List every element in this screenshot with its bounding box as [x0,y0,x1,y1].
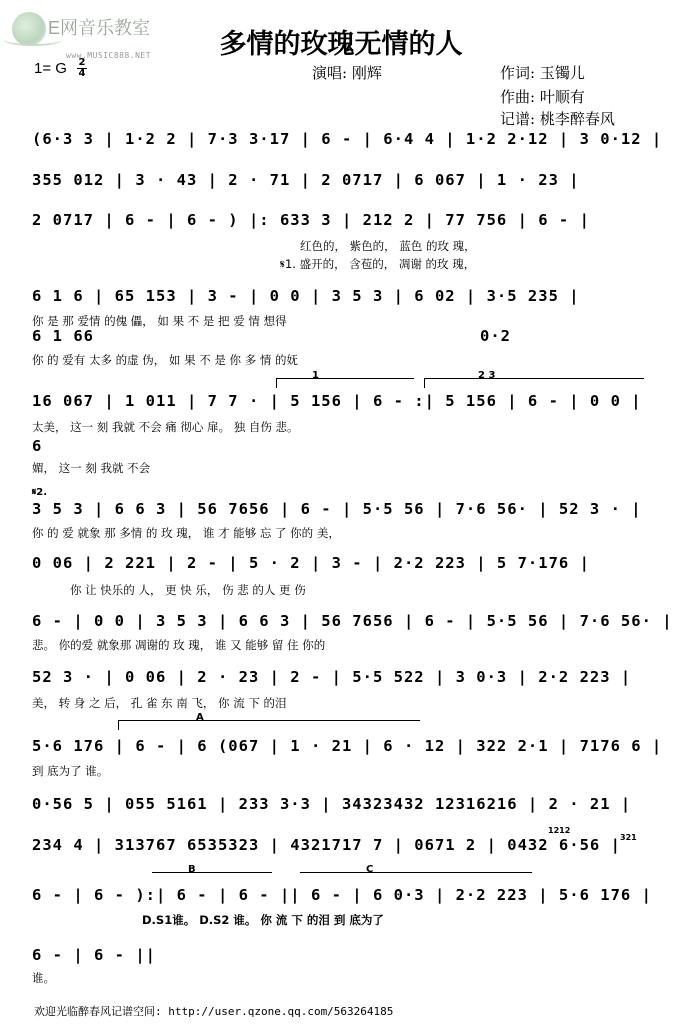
lyric-row-6: 你 的 爱 就象 那 多情 的 玫 瑰， 谁 才 能够 忘 了 你的 美， [32,526,340,540]
section-c-label: C [366,864,374,875]
score-row-4: 6 1 6 | 65 153 | 3 - | 0 0 | 3 5 3 | 6 02 | 3·5 235 | [32,287,580,305]
volta-1-label: 1 [312,370,319,381]
key-signature: 1= G [34,60,67,77]
score-row-6: 3 5 3 | 6 6 3 | 56 7656 | 6 - | 5·5 56 | 7·6 56· | 52 3 · | [32,500,642,518]
section-b-label: B [188,864,196,875]
volta-1-edge [276,378,277,388]
section-b-line [152,872,272,873]
lyric-row-7: 你 让 快乐的 人， 更 快 乐， 伤 悲 的人 更 伤 [70,583,306,597]
score-row-3: 2 0717 | 6 - | 6 - ) |: 633 3 | 212 2 | 77 756 | 6 - | [32,211,590,229]
transcriber-credit: 记谱: 桃李醉春风 [500,110,615,128]
logo-text: E网音乐教室 [48,18,151,38]
grace-notes-2: 321 [620,833,637,842]
logo-url: www.MUSIC888.NET [66,51,152,60]
score-row-8: 6 - | 0 0 | 3 5 3 | 6 6 3 | 56 7656 | 6 - | 5·5 56 | 7·6 56· | [32,612,673,630]
composer-credit: 作曲: 叶顺有 [500,88,585,106]
lyric-row-14: 谁。 [32,971,55,985]
score-row-13: 6 - | 6 - ):| 6 - | 6 - || 6 - | 6 0·3 | 2·2 223 | 5·6 176 | [32,886,652,904]
score-row-5: 16 067 | 1 011 | 7 7 · | 5 156 | 6 - :| 5 156 | 6 - | 0 0 | [32,392,642,410]
score-row-4c: 0·2 [480,327,511,345]
volta-2-line [424,378,644,379]
score-row-10: 5·6 176 | 6 - | 6 (067 | 1 · 21 | 6 · 12 | 322 2·1 | 7176 6 | [32,737,663,755]
score-row-1: (6·3 3 | 1·2 2 | 7·3 3·17 | 6 - | 6·4 4 | 1·2 2·12 | 3 0·12 | [32,130,663,148]
lyric-row-3b: 𝄋1. 盛开的， 含苞的， 凋谢 的玫 瑰， [280,257,476,271]
grace-notes-1: 1212 [548,826,571,835]
score-row-7: 0 06 | 2 221 | 2 - | 5 · 2 | 3 - | 2·2 223 | 5 7·176 | [32,554,590,572]
meter-top: 2 [78,57,86,68]
lyricist-credit: 作词: 玉镯儿 [500,64,585,82]
singer-credit: 演唱: 刚辉 [312,64,382,82]
lyric-row-4b: 你 的 爱有 太多 的虚 伪， 如 果 不 是 你 多 情 的妩 [32,353,299,367]
score-row-11: 0·56 5 | 055 5161 | 233 3·3 | 34323432 12316216 | 2 · 21 | [32,795,632,813]
volta-2-label: 2 3 [478,370,496,381]
volta-2-edge [424,378,425,388]
score-row-9: 52 3 · | 0 06 | 2 · 23 | 2 - | 5·5 522 | 3 0·3 | 2·2 223 | [32,668,632,686]
score-row-2: 355 012 | 3 · 43 | 2 · 71 | 2 0717 | 6 067 | 1 · 23 | [32,171,580,189]
meter-bottom: 4 [78,68,86,79]
section-a-line [118,720,420,721]
footer-credit: 欢迎光临醉春风记谱空间: http://user.qzone.qq.com/563264185 [34,1005,394,1018]
time-signature [77,58,87,79]
lyric-row-10: 到 底为了 谁。 [32,764,109,778]
lyric-row-4a: 你 是 那 爱情 的傀 儡， 如 果 不 是 把 爱 情 想得 [32,314,287,328]
song-title: 多情的玫瑰无情的人 [219,29,463,60]
score-row-14: 6 - | 6 - || [32,946,156,964]
lyric-row-5b: 媚， 这一 刻 我就 不会 [32,461,151,475]
volta-1-line [276,378,414,379]
lyric-row-9: 美， 转 身 之 后， 孔 雀 东 南 飞， 你 流 下 的泪 [32,696,287,710]
section-a-label: A [196,712,204,723]
score-row-5b: 6 [32,437,43,455]
score-row-4b: 6 1 66 [32,327,94,345]
section-a-edge [118,720,119,730]
segno-2: 𝄋2. [32,487,48,498]
score-row-12: 234 4 | 313767 6535323 | 4321717 7 | 0671 2 | 0432 6·56 | [32,836,621,854]
lyric-row-3a: 红色的， 紫色的， 蓝色 的玫 瑰， [300,239,476,253]
lyric-row-5a: 太美， 这一 刻 我就 不会 痛 彻心 扉。 独 自伤 悲。 [32,420,299,434]
lyric-row-13: D.S1谁。 D.S2 谁。 你 流 下 的泪 到 底为了 [142,913,384,927]
lyric-row-8: 悲。 你的爱 就象那 凋谢的 玫 瑰， 谁 又 能够 留 住 你的 [32,638,326,652]
section-c-line [300,872,532,873]
